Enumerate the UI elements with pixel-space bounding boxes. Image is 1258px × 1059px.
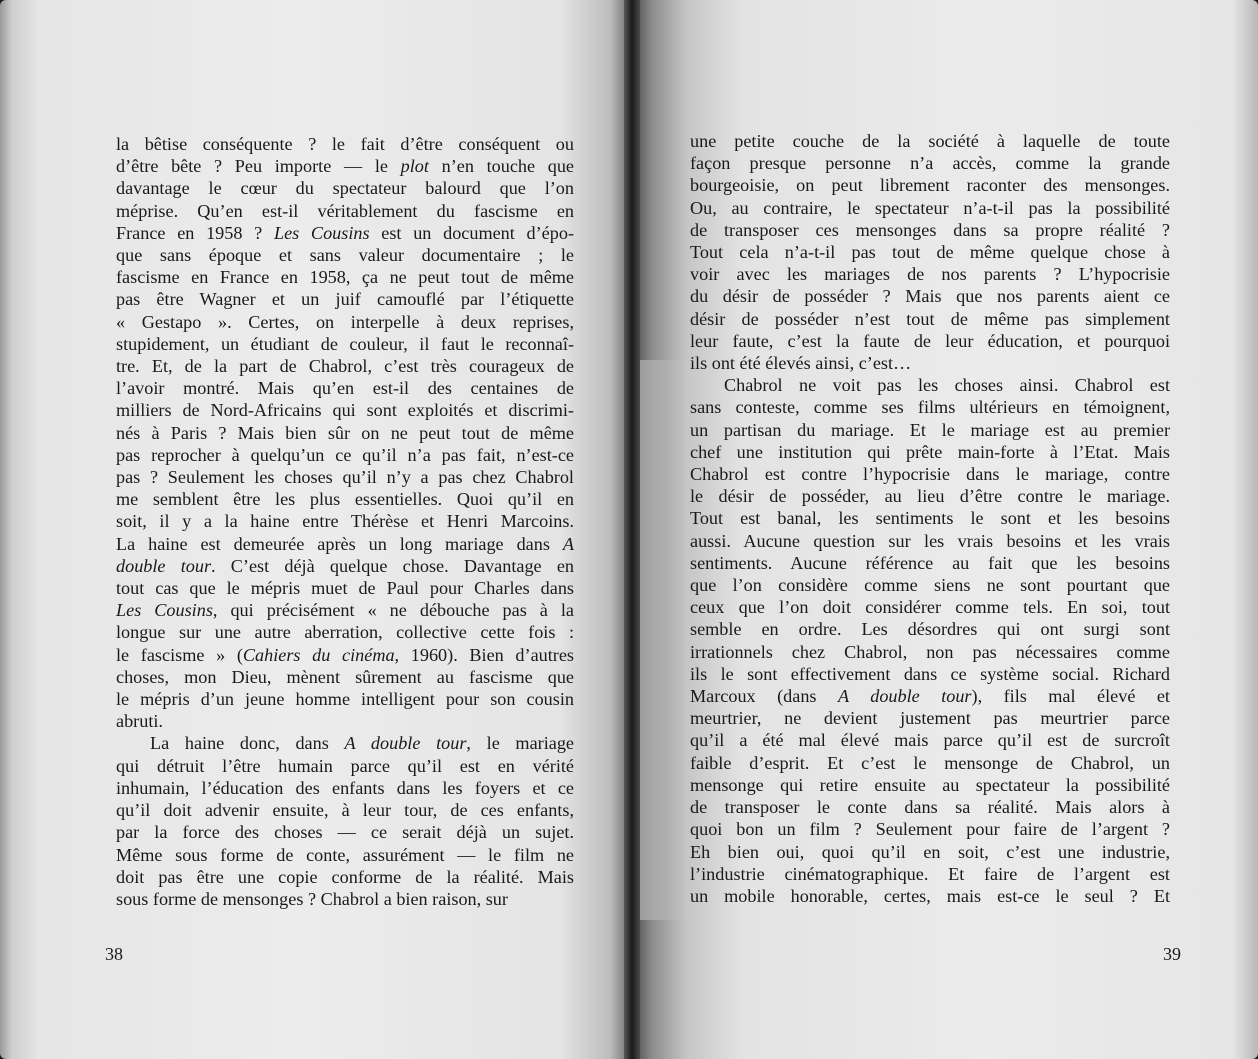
gutter-shadow (632, 360, 687, 920)
text-line: pas être Wagner et un juif camouflé par l’étiquette (116, 289, 574, 310)
text-line: nés à Paris ? Mais bien sûr on ne peut tout de même (116, 422, 574, 443)
text-line: méprise. Qu’en est-il véritablement du fascisme en (116, 200, 574, 221)
text-line: un partisan du mariage. Et le mariage est au premier (690, 419, 1170, 440)
text-line: l’avoir montré. Mais qu’en est-il des centaines de (116, 378, 574, 399)
text-line: La haine donc, dans A double tour, le mariage (150, 733, 574, 754)
text-line: Tout cela n’a-t-il pas tout de même quelque chose à (690, 242, 1170, 263)
text-line: ils le sont effectivement dans ce système social. Richard (690, 663, 1170, 684)
text-line: tout cas que le mépris muet de Paul pour Charles dans (116, 578, 574, 599)
text-line: le fascisme » (Cahiers du cinéma, 1960). Bien d’autres (116, 644, 574, 665)
text-line: de transposer le conte dans sa réalité. Mais alors à (690, 797, 1170, 818)
text-line: chef une institution qui prête main-forte à l’Etat. Mais (690, 441, 1170, 462)
text-line: pas ? Seulement les choses qu’il n’y a pas chez Chabrol (116, 467, 574, 488)
text-line: milliers de Nord-Africains qui sont exploités et discrimi- (116, 400, 574, 421)
text-line: le mépris d’un jeune homme intelligent pour son cousin (116, 689, 574, 710)
text-line: par la force des choses — ce serait déjà un sujet. (116, 822, 574, 843)
text-line: longue sur une autre aberration, collective cette fois : (116, 622, 574, 643)
text-line: faible d’esprit. Et c’est le mensonge de Chabrol, un (690, 752, 1170, 773)
text-line: meurtrier, ne devient justement pas meurtrier parce (690, 708, 1170, 729)
text-line: tre. Et, de la part de Chabrol, c’est très courageux de (116, 356, 574, 377)
text-line: ils ont été élevés ainsi, c’est… (690, 353, 912, 374)
text-line: Eh bien oui, quoi qu’il en soit, c’est une industrie, (690, 841, 1170, 862)
text-line: stupidement, un étudiant de couleur, il faut le reconnaî- (116, 333, 574, 354)
text-line: d’être bête ? Peu importe — le plot n’en touche que (116, 156, 575, 177)
text-line: la bêtise conséquente ? le fait d’être conséquent ou (116, 134, 574, 154)
text-line: doit pas être une copie conforme de la réalité. Mais (116, 866, 574, 887)
text-line: Les Cousins, qui précisément « ne débouche pas à la (116, 600, 575, 621)
text-line: France en 1958 ? Les Cousins est un document d’épo- (116, 222, 574, 243)
left-page-number: 38 (105, 944, 123, 964)
right-page-text (690, 130, 1170, 907)
text-line: qui détruit l’être humain parce qu’il est en vérité (116, 755, 574, 776)
text-line: « Gestapo ». Certes, on interpelle à deux reprises, (116, 311, 574, 332)
text-line: Chabrol ne voit pas les choses ainsi. Chabrol est (724, 375, 1170, 396)
text-line: Même sous forme de conte, assurément — le film ne (116, 844, 574, 865)
text-line: l’industrie cinématographique. Et faire de l’argent est (690, 863, 1170, 884)
text-line: leur faute, c’est la faute de leur éducation, et pourquoi (690, 330, 1170, 351)
text-line: semble en ordre. Les désordres qui ont surgi sont (690, 619, 1170, 640)
text-line: double tour. C’est déjà quelque chose. Davantage en (116, 555, 574, 576)
text-line: fascisme en France en 1958, ça ne peut tout de même (116, 267, 574, 288)
text-line: façon presque personne n’a accès, comme la grande (690, 153, 1170, 174)
text-line: soit, il y a la haine entre Thérèse et Henri Marcoins. (116, 511, 574, 532)
left-page-text (116, 133, 574, 910)
text-line: sans conteste, comme ses films ultérieurs en témoignent, (690, 397, 1170, 418)
text-line: qu’il doit advenir ensuite, à leur tour, de ces enfants, (116, 800, 574, 821)
text-line: un mobile honorable, certes, mais est-ce le seul ? Et (690, 885, 1170, 906)
text-line: Chabrol est contre l’hypocrisie dans le mariage, contre (690, 464, 1170, 485)
text-line: que l’on considère comme siens ne sont pourtant que (690, 575, 1170, 596)
text-line: choses, mon Dieu, mènent sûrement au fascisme que (116, 666, 574, 687)
text-line: Marcoux (dans A double tour), fils mal élevé et (690, 686, 1170, 707)
text-line: ceux que l’on doit considérer comme tels. En soi, tout (690, 597, 1170, 618)
text-line: Tout est banal, les sentiments le sont et les besoins (690, 508, 1170, 529)
text-line: que sans époque et sans valeur documentaire ; le (116, 245, 574, 266)
text-line: inhumain, l’éducation des enfants dans les foyers et ce (116, 777, 574, 798)
book-gutter (624, 0, 640, 1059)
text-line: me semblent être les plus essentielles. Quoi qu’il en (116, 489, 574, 510)
right-page (632, 0, 1258, 1059)
text-line: bourgeoisie, on peut librement raconter des mensonges. (690, 175, 1170, 196)
text-line: pas reprocher à quelqu’un ce qu’il n’a pas fait, n’est-ce (116, 444, 574, 465)
text-line: aussi. Aucune question sur les vrais besoins et les vrais (690, 530, 1170, 551)
text-line: mensonge qui retire ensuite au spectateur la possibilité (690, 774, 1170, 795)
text-line: davantage le cœur du spectateur balourd que l’on (116, 178, 574, 199)
text-line: le désir de posséder, au lieu d’être contre le mariage. (690, 486, 1170, 507)
text-line: désir de posséder n’est tout de même pas simplement (690, 308, 1170, 329)
text-line: voir avec les mariages de nos parents ? L’hypocrisie (690, 264, 1170, 285)
text-line: qu’il a été mal élevé mais parce qu’il est de surcroît (690, 730, 1170, 751)
text-line: La haine est demeurée après un long mariage dans A (116, 533, 574, 554)
text-line: abruti. (116, 711, 163, 732)
text-line: de transposer ces mensonges dans sa propre réalité ? (690, 219, 1170, 240)
text-line: sous forme de mensonges ? Chabrol a bien raison, sur (116, 888, 508, 909)
text-line: Ou, au contraire, le spectateur n’a-t-il pas la possibilité (690, 197, 1170, 218)
text-line: irrationnels chez Chabrol, non pas nécessaires comme (690, 641, 1170, 662)
text-line: une petite couche de la société à laquelle de toute (690, 131, 1170, 151)
text-line: sentiments. Aucune référence au fait que les besoins (690, 552, 1170, 573)
text-line: du désir de posséder ? Mais que nos parents aient ce (690, 286, 1170, 307)
right-page-number: 39 (1163, 944, 1181, 964)
text-line: quoi bon un film ? Seulement pour faire de l’argent ? (690, 819, 1170, 840)
